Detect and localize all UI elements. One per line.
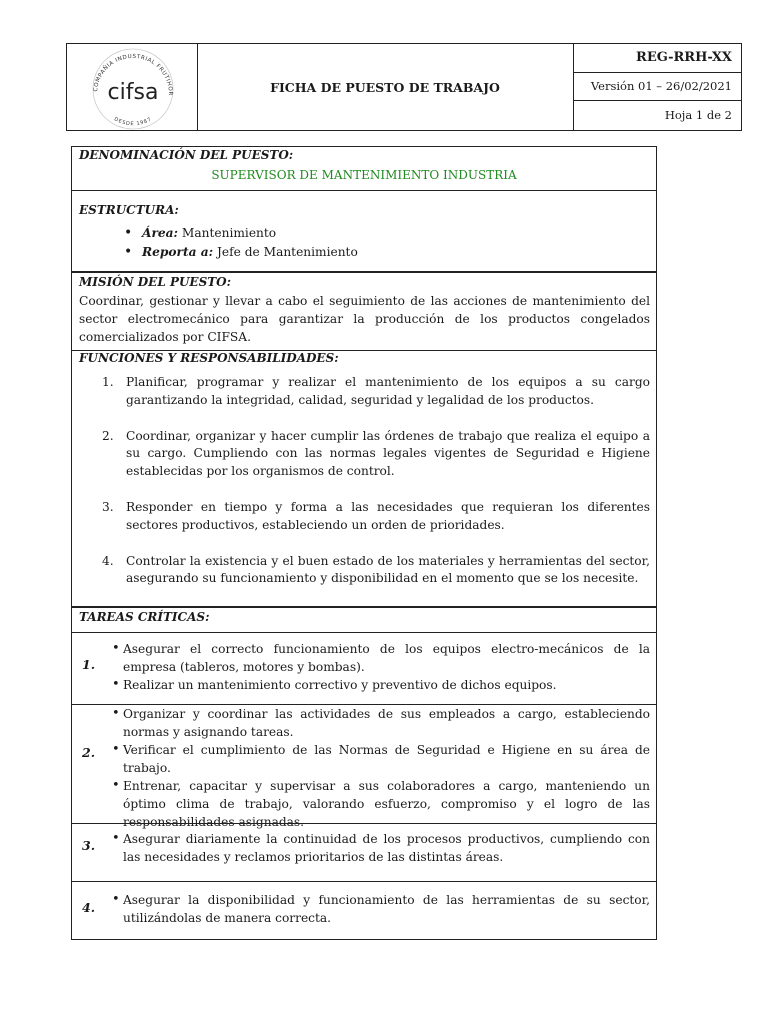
document-header: [66, 43, 742, 131]
tarea-group-2: [72, 704, 656, 829]
tarea-number: 4.: [82, 900, 96, 915]
tarea-group-4: [72, 881, 656, 940]
svg-text:DESDE 1987: [113, 116, 153, 127]
cifsa-logo: [67, 44, 197, 130]
logo-since-text: DESDE 1987: [112, 116, 153, 128]
tarea-item: • Asegurar diariamente la continuidad de los procesos productivos, cumpliendo con las necesidades y reclamos prioritarios de las distintas áreas.: [114, 830, 650, 866]
tarea-number: 3.: [82, 838, 96, 853]
estructura-label: ESTRUCTURA:: [79, 203, 179, 217]
tarea-item: • Entrenar, capacitar y supervisar a sus colaboradores a cargo, manteniendo un óptimo clima de trabajo, valorando esfuerzo, compromiso y el logro de las responsabilidades asignadas.: [114, 777, 650, 831]
document-version: Versión 01 – 26/02/2021: [574, 73, 742, 102]
denominacion-value: SUPERVISOR DE MANTENIMIENTO INDUSTRIA: [211, 168, 517, 182]
document-page: Hoja 1 de 2: [664, 108, 732, 123]
funciones-label: FUNCIONES Y RESPONSABILIDADES:: [79, 351, 339, 365]
tarea-group-1: [72, 632, 656, 705]
tarea-item: • Asegurar la disponibilidad y funcionamiento de las herramientas de su sector, utilizándolas de manera correcta.: [114, 891, 650, 927]
tareas-label: TAREAS CRÍTICAS:: [79, 610, 210, 624]
mision-text: Coordinar, gestionar y llevar a cabo el seguimiento de las acciones de mantenimiento del sector electromecánico para garantizar la producción de los productos congelados comercializados por CIFSA.: [79, 294, 650, 344]
estructura-item-area: • Área: Mantenimiento: [92, 224, 358, 243]
logo-brand-text: cifsa: [107, 80, 159, 105]
section-estructura: [71, 190, 657, 272]
logo-cell: [67, 44, 198, 130]
tarea-group-3: [72, 823, 656, 882]
section-tareas: [71, 607, 657, 940]
funcion-item: 1. Planificar, programar y realizar el mantenimiento de los equipos a su cargo garantizando la integridad, calidad, seguridad y legalidad de los productos.: [102, 375, 650, 407]
document-title: FICHA DE PUESTO DE TRABAJO: [270, 79, 500, 95]
mision-label: MISIÓN DEL PUESTO:: [79, 275, 232, 289]
document-code: REG-RRH-XX: [574, 44, 742, 73]
estructura-item-reporta: • Reporta a: Jefe de Mantenimiento: [92, 243, 358, 262]
section-mision: [71, 272, 657, 351]
logo-ring-text: COMPAÑIA INDUSTRIAL FRUTIHOR: [93, 53, 174, 96]
tarea-item: • Realizar un mantenimiento correctivo y preventivo de dichos equipos.: [114, 676, 650, 694]
document-meta: [573, 44, 742, 130]
denominacion-label: DENOMINACIÓN DEL PUESTO:: [79, 148, 294, 162]
tarea-item: • Asegurar el correcto funcionamiento de los equipos electro-mecánicos de la empresa (tableros, motores y bombas).: [114, 640, 650, 676]
funcion-item: 3. Responder en tiempo y forma a las necesidades que requieran los diferentes sectores productivos, estableciendo un orden de prioridades.: [102, 499, 650, 532]
estructura-list: [92, 224, 358, 262]
section-denominacion: [71, 146, 657, 191]
funciones-list: [72, 374, 656, 588]
section-funciones: [71, 350, 657, 607]
tarea-item: • Organizar y coordinar las actividades de sus empleados a cargo, estableciendo normas y asignando tareas.: [114, 705, 650, 741]
tarea-number: 2.: [82, 745, 96, 760]
funcion-item: 4. Controlar la existencia y el buen estado de los materiales y herramientas del sector, asegurando su funcionamiento y disponibilidad en el momento que se los necesite.: [102, 553, 650, 586]
tarea-number: 1.: [82, 657, 96, 672]
funcion-item: 2. Coordinar, organizar y hacer cumplir las órdenes de trabajo que realiza el equipo a su cargo. Cumpliendo con las normas legales vigentes de Seguridad e Higiene establecidas por los organismos de control.: [102, 428, 650, 479]
tarea-item: • Verificar el cumplimiento de las Normas de Seguridad e Higiene en su área de trabajo.: [114, 741, 650, 777]
